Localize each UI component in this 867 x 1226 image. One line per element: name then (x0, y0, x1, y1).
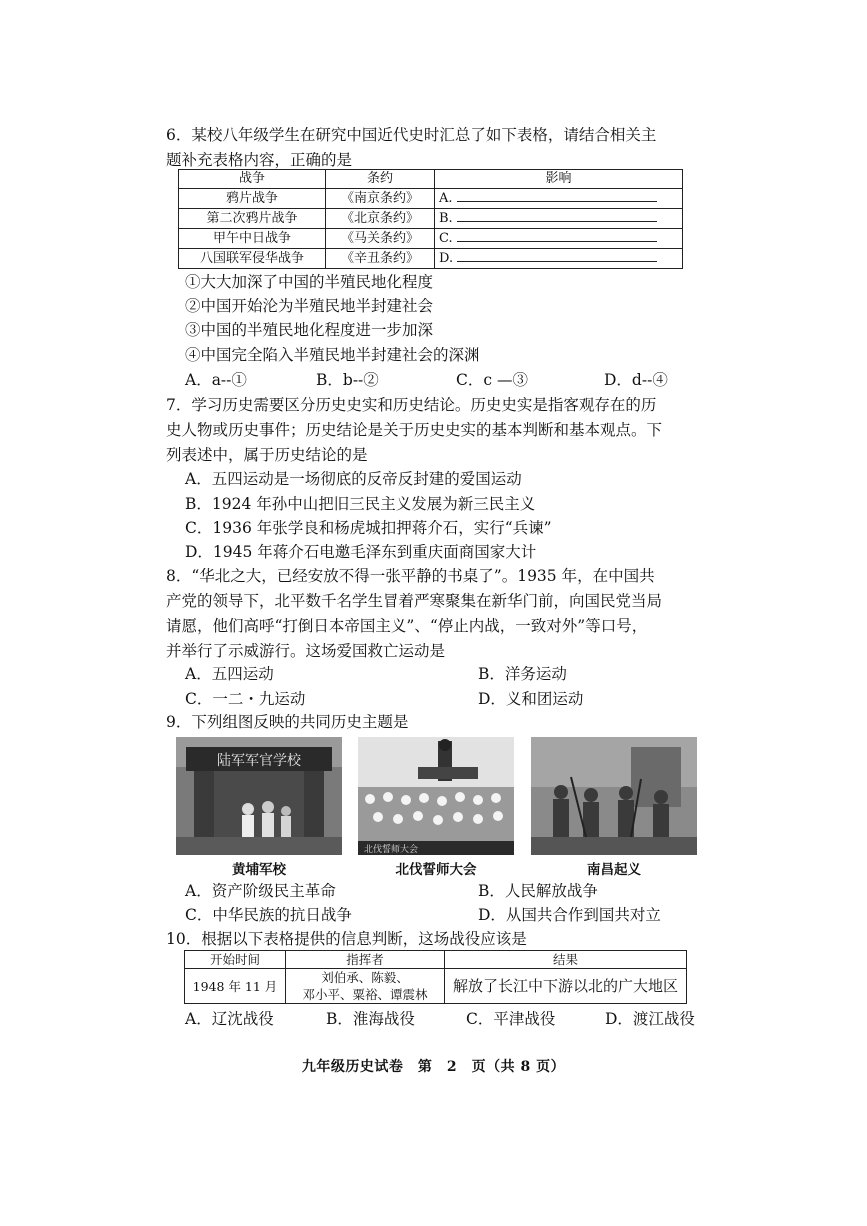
q7-stem-line-2: 史人物或历史事件；历史结论是关于历史史实的基本判断和基本观点。下 (166, 421, 663, 439)
q7-option-d: D．1945 年蒋介石电邀毛泽东到重庆面商国家大计 (185, 543, 537, 561)
page-footer: 九年级历史试卷 第 2 页（共 8 页） (301, 1059, 566, 1075)
answer-blank (457, 249, 657, 262)
q6-item-4: ④中国完全陷入半殖民地半封建社会的深渊 (185, 346, 480, 364)
photo-banner-text: 北伐誓师大会 (364, 845, 419, 855)
q6-treaty-cell: 《马关条约》 (326, 229, 435, 249)
q10-commanders-line-1: 刘伯承、陈毅、 (321, 970, 409, 985)
photo-nanchang (531, 737, 697, 855)
q6-table-header (179, 170, 683, 189)
q8-stem-line-3: 请愿，他们高呼“打倒日本帝国主义”、“停止内战，一致对外”等口号， (166, 617, 648, 635)
q6-effect-cell (435, 229, 683, 249)
q6-item-2: ②中国开始沦为半殖民地半封建社会 (185, 297, 434, 315)
q6-header-effect: 影响 (435, 170, 683, 189)
q10-option-c: C．平津战役 (466, 1010, 556, 1028)
q10-header-result: 结果 (445, 951, 687, 969)
q8-stem-line-4: 并举行了示威游行。这场爱国救亡运动是 (166, 642, 446, 660)
q6-effect-label: C. (439, 231, 453, 246)
q10-commanders-line-2: 邓小平、粟裕、谭震林 (302, 987, 428, 1002)
question-10-stem (166, 927, 706, 952)
photo-northern-expedition-graphic (358, 737, 514, 855)
photo-whampoa (176, 737, 342, 855)
photo-whampoa-graphic (176, 737, 342, 855)
q7-option-b: B．1924 年孙中山把旧三民主义发展为新三民主义 (185, 495, 536, 513)
q6-effect-cell (435, 249, 683, 269)
q6-war-cell: 第二次鸦片战争 (179, 209, 326, 229)
table-row (179, 189, 683, 209)
q7-stem-line-1: 7．学习历史需要区分历史史实和历史结论。历史史实是指客观存在的历 (166, 396, 657, 414)
q6-option-d: D．d--④ (604, 371, 668, 389)
q10-option-a: A．辽沈战役 (185, 1010, 274, 1028)
q10-table-header (185, 951, 687, 969)
caption-northern-expedition: 北伐誓师大会 (395, 862, 477, 878)
caption-whampoa: 黄埔军校 (232, 862, 286, 878)
q6-effect-label: B. (439, 211, 453, 226)
q10-stem-line: 10．根据以下表格提供的信息判断，这场战役应该是 (166, 930, 527, 948)
q8-option-c: C．一二・九运动 (185, 690, 306, 708)
answer-blank (457, 209, 657, 222)
q6-effect-cell (435, 209, 683, 229)
q10-header-commanders: 指挥者 (286, 951, 445, 969)
q10-header-time: 开始时间 (185, 951, 286, 969)
q9-option-a: A．资产阶级民主革命 (185, 882, 336, 900)
question-7-stem (166, 393, 706, 468)
q8-option-d: D．义和团运动 (478, 690, 584, 708)
photo-nanchang-graphic (531, 737, 697, 855)
q8-option-a: A．五四运动 (185, 665, 274, 683)
q7-option-a: A．五四运动是一场彻底的反帝反封建的爱国运动 (185, 470, 522, 488)
q6-effect-label: D. (439, 251, 454, 266)
table-row (179, 209, 683, 229)
q7-option-c: C．1936 年张学良和杨虎城扣押蒋介石，实行“兵谏” (185, 519, 552, 537)
q10-time-cell: 1948 年 11 月 (185, 969, 286, 1004)
question-6-stem (166, 123, 706, 173)
q8-option-b: B．洋务运动 (478, 665, 567, 683)
photo-sign-text: 陆军军官学校 (217, 753, 301, 769)
q9-stem-line: 9．下列组图反映的共同历史主题是 (166, 713, 409, 731)
q10-result-cell: 解放了长江中下游以北的广大地区 (445, 969, 687, 1004)
answer-blank (457, 229, 657, 242)
q6-treaty-cell: 《南京条约》 (326, 189, 435, 209)
q8-stem-line-2: 产党的领导下，北平数千名学生冒着严寒聚集在新华门前，向国民党当局 (166, 592, 663, 610)
caption-nanchang: 南昌起义 (587, 862, 641, 878)
q6-treaty-cell: 《北京条约》 (326, 209, 435, 229)
q6-stem-line-2: 题补充表格内容，正确的是 (166, 151, 353, 169)
q10-table (184, 950, 687, 1004)
q6-item-3: ③中国的半殖民地化程度进一步加深 (185, 321, 434, 339)
q10-commanders-cell (286, 969, 445, 1004)
q6-header-treaty: 条约 (326, 170, 435, 189)
q6-header-war: 战争 (179, 170, 326, 189)
question-9-stem (166, 710, 706, 735)
q9-option-d: D．从国共合作到国共对立 (478, 906, 661, 924)
table-row (179, 229, 683, 249)
q6-option-a: A．a--① (185, 371, 247, 389)
q9-option-b: B．人民解放战争 (478, 882, 598, 900)
answer-blank (457, 189, 657, 202)
q7-stem-line-3: 列表述中，属于历史结论的是 (166, 446, 368, 464)
photo-northern-expedition (358, 737, 514, 855)
q6-stem-line-1: 6．某校八年级学生在研究中国近代史时汇总了如下表格，请结合相关主 (166, 126, 657, 144)
q6-option-c: C．c —③ (456, 371, 528, 389)
q8-stem-line-1: 8．“华北之大，已经安放不得一张平静的书桌了”。1935 年，在中国共 (166, 567, 655, 585)
question-8-stem (166, 564, 706, 664)
q6-war-cell: 鸦片战争 (179, 189, 326, 209)
q6-treaty-cell: 《辛丑条约》 (326, 249, 435, 269)
q6-effect-cell (435, 189, 683, 209)
table-row (185, 969, 687, 1004)
table-row (179, 249, 683, 269)
q6-effect-label: A. (439, 191, 453, 206)
q6-option-b: B．b--② (316, 371, 379, 389)
q10-option-d: D．渡江战役 (605, 1010, 695, 1028)
q6-war-cell: 八国联军侵华战争 (179, 249, 326, 269)
q10-option-b: B．淮海战役 (326, 1010, 415, 1028)
q6-table (178, 169, 683, 269)
q6-item-1: ①大大加深了中国的半殖民地化程度 (185, 273, 434, 291)
q9-option-c: C．中华民族的抗日战争 (185, 906, 352, 924)
q6-war-cell: 甲午中日战争 (179, 229, 326, 249)
